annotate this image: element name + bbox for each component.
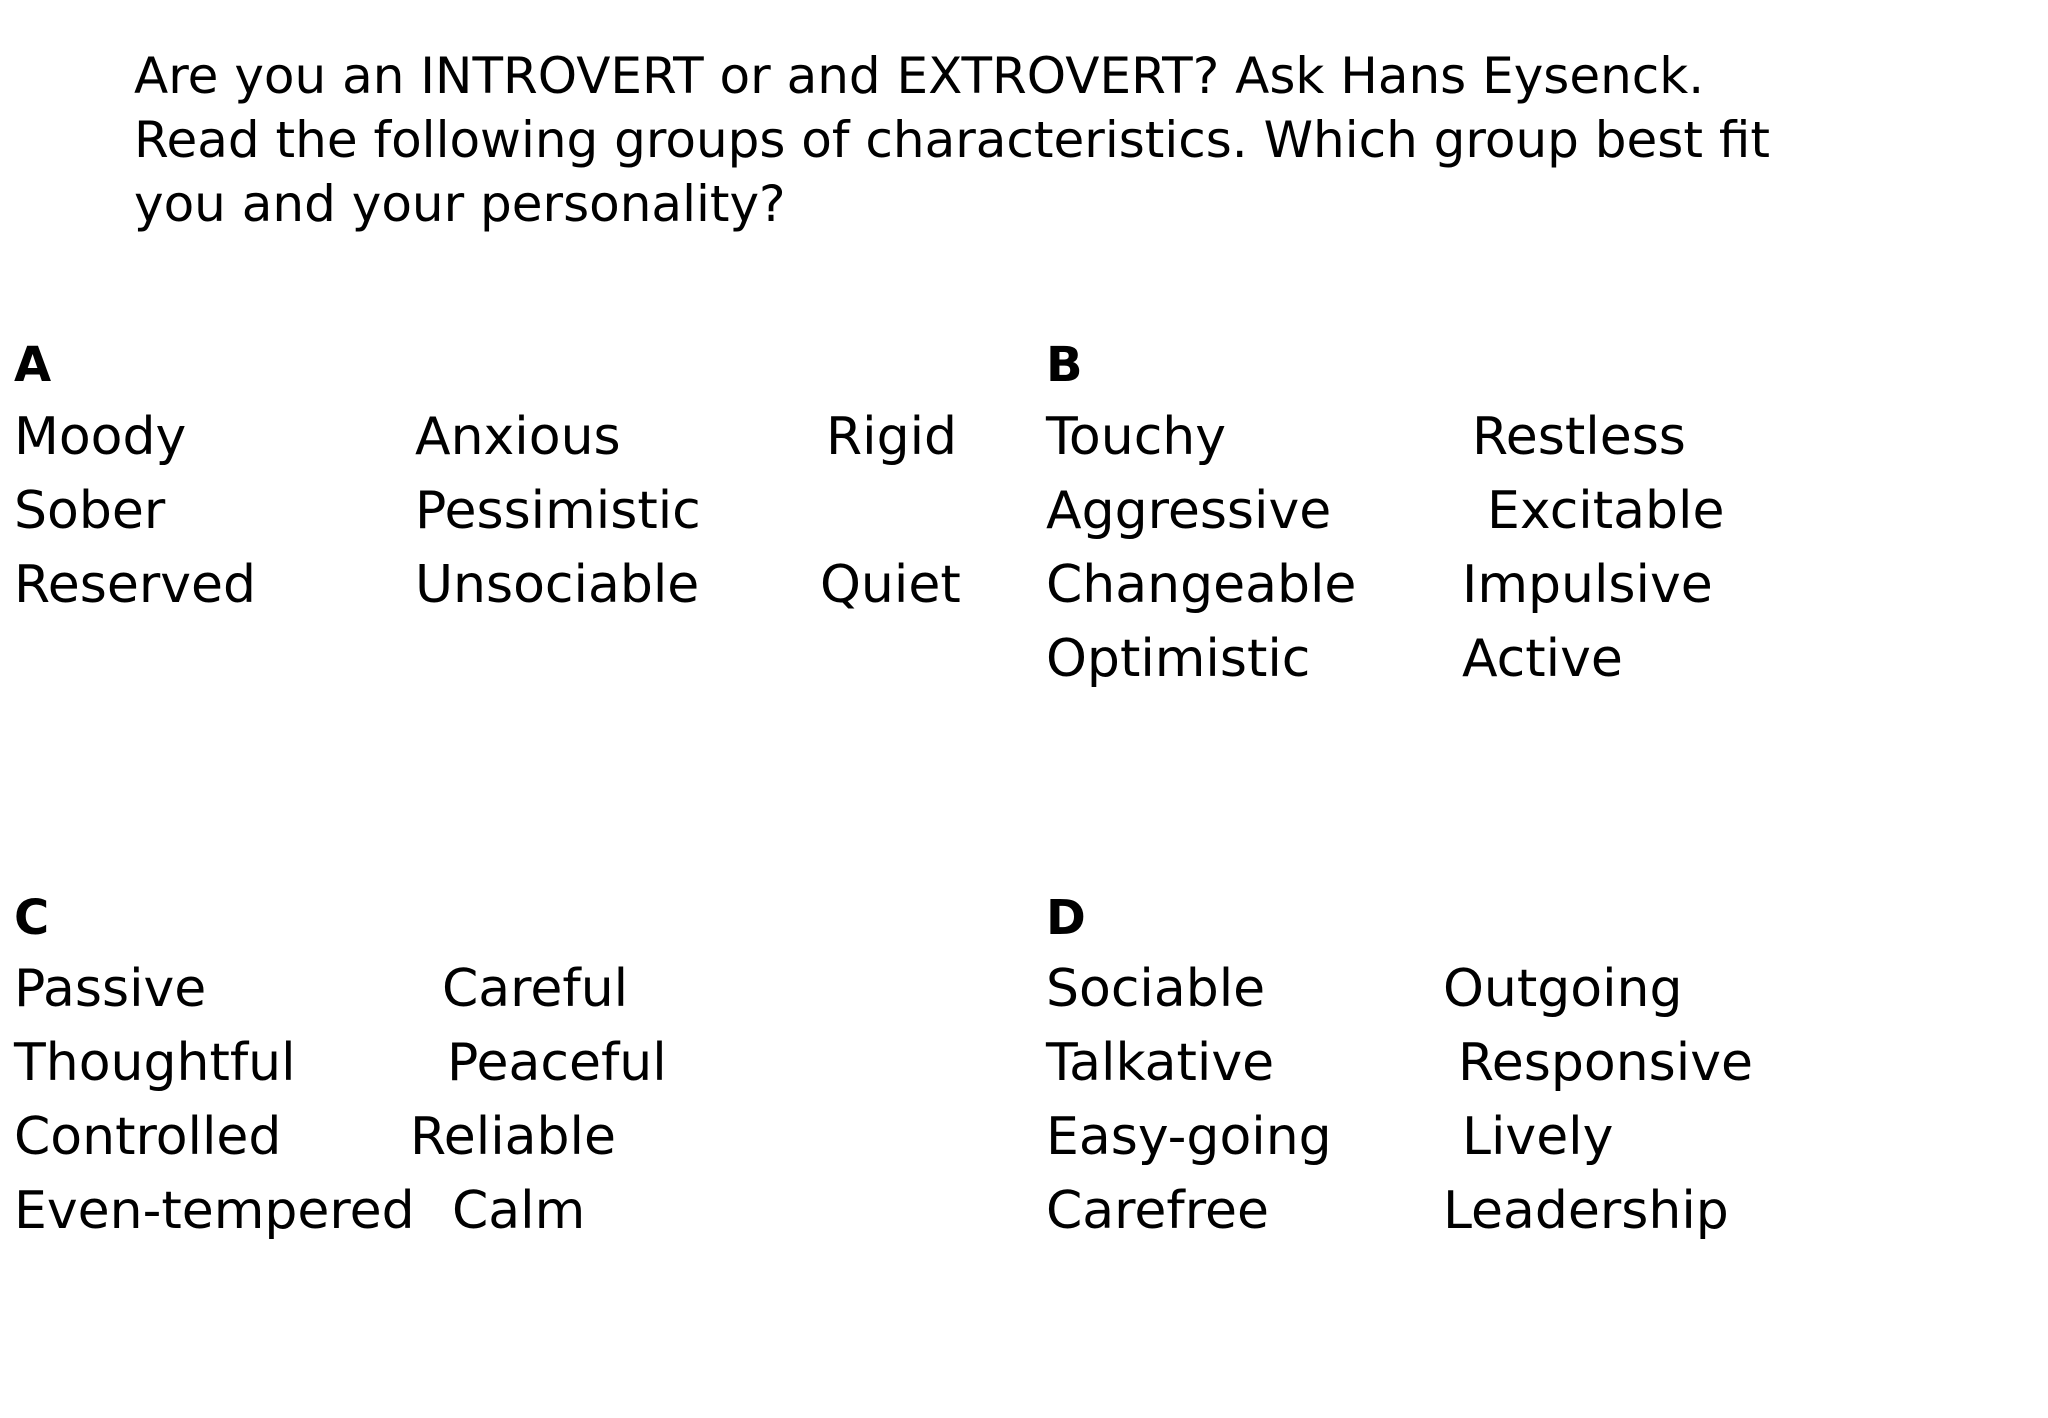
group-c-word: Thoughtful (14, 1033, 296, 1093)
group-a-word: Unsociable (415, 555, 700, 615)
intro-line-1: Are you an INTROVERT or and EXTROVERT? Ask Hans Eysenck. (134, 47, 1705, 105)
group-a-label: A (14, 337, 52, 393)
group-b-label: B (1046, 337, 1083, 393)
intro-line-3: you and your personality? (134, 175, 786, 233)
group-d-word: Easy-going (1046, 1107, 1332, 1167)
group-b-word: Impulsive (1462, 555, 1713, 615)
group-b-word: Excitable (1487, 481, 1725, 541)
group-a-word: Quiet (820, 555, 961, 615)
group-a-word: Moody (14, 407, 187, 467)
group-d-label: D (1046, 890, 1086, 946)
group-b-word: Active (1462, 629, 1623, 689)
group-c-word: Controlled (14, 1107, 282, 1167)
group-c-word: Passive (14, 959, 207, 1019)
group-c-word: Reliable (410, 1107, 616, 1167)
group-a-word: Anxious (415, 407, 621, 467)
group-d-word: Sociable (1046, 959, 1266, 1019)
group-b-word: Restless (1472, 407, 1686, 467)
group-c-word: Even-tempered (14, 1181, 415, 1241)
group-a-word: Pessimistic (415, 481, 701, 541)
group-d-word: Outgoing (1443, 959, 1683, 1019)
group-c-word: Careful (442, 959, 629, 1019)
group-d-word: Responsive (1458, 1033, 1753, 1093)
group-c-label: C (14, 890, 50, 946)
group-c-word: Calm (452, 1181, 586, 1241)
group-b-word: Changeable (1046, 555, 1357, 615)
group-b-word: Aggressive (1046, 481, 1332, 541)
group-d-word: Lively (1462, 1107, 1614, 1167)
group-d-word: Leadership (1443, 1181, 1729, 1241)
group-b-word: Optimistic (1046, 629, 1311, 689)
group-d-word: Talkative (1046, 1033, 1275, 1093)
intro-line-2: Read the following groups of characteristics. Which group best fit (134, 111, 1770, 169)
group-a-word: Rigid (826, 407, 958, 467)
group-a-word: Sober (14, 481, 166, 541)
group-c-word: Peaceful (447, 1033, 667, 1093)
group-d-word: Carefree (1046, 1181, 1269, 1241)
group-a-word: Reserved (14, 555, 257, 615)
intro-text (134, 44, 1954, 236)
group-b-word: Touchy (1046, 407, 1227, 467)
